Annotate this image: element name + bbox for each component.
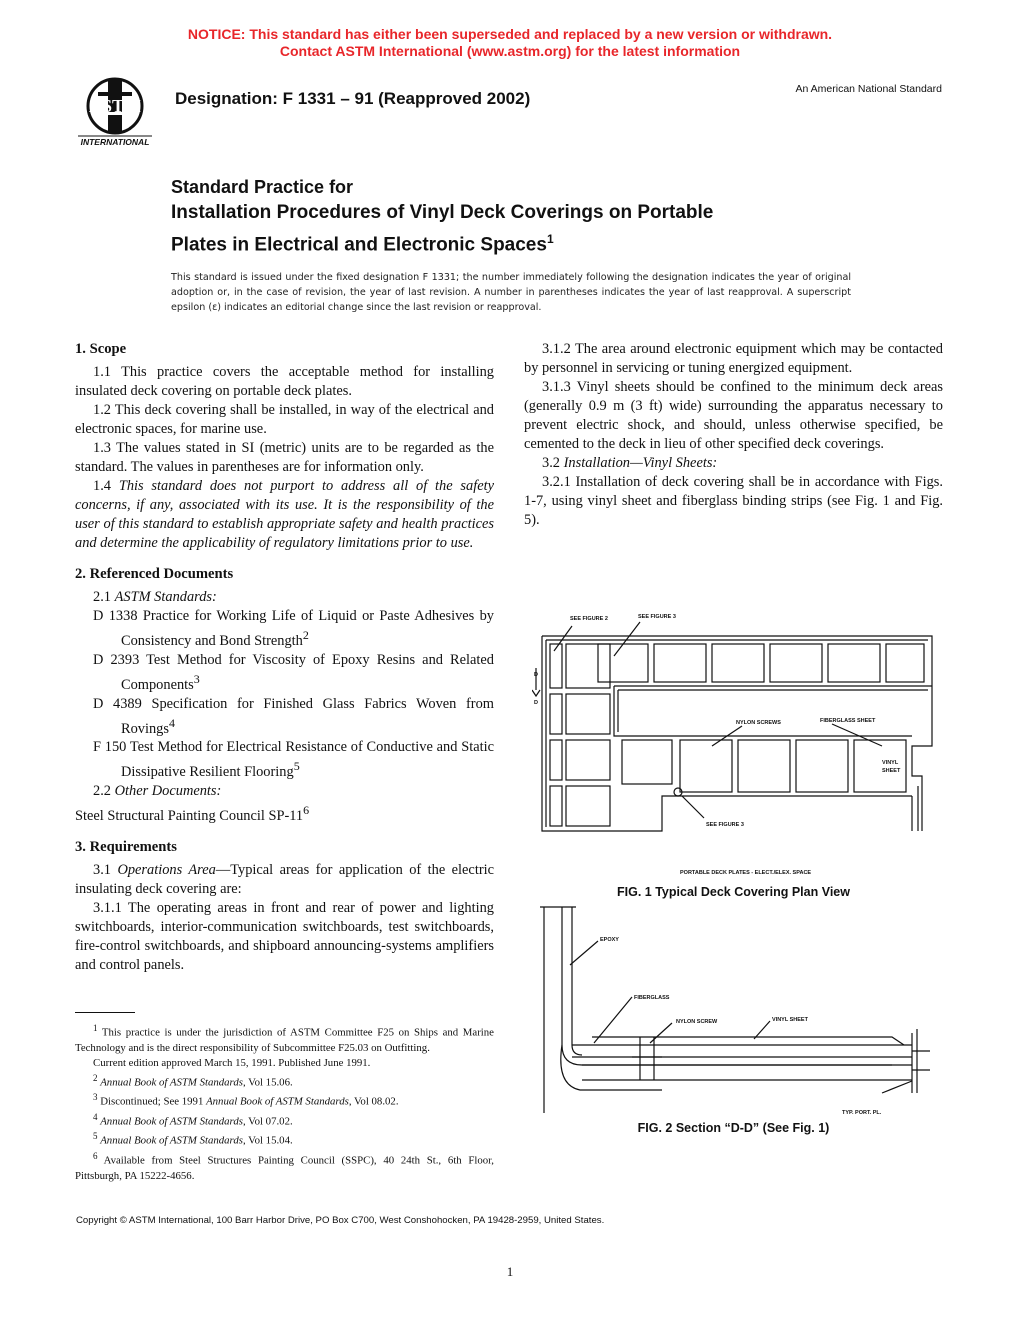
footnote-6: $^6$ Available from Steel Structures Painting Council (SSPC), 40 24th St., 6th Floor, Pittsburgh, PA 15222-4656. [75, 1150, 494, 1182]
ref-f150: F 150 Test Method for Electrical Resistance of Conductive and Static Dissipative Resilient Flooring$^5$ [93, 739, 494, 781]
left-column [75, 340, 494, 975]
astm-logo-mark [68, 72, 162, 152]
footnote-5: $^5$ Annual Book of ASTM Standards, Vol 15.04. [93, 1131, 293, 1147]
refdocs-2-2: 2.2 Other Documents: [93, 783, 222, 800]
figure-1 [532, 606, 942, 876]
footnote-2: $^2$ Annual Book of ASTM Standards, Vol 15.06. [93, 1072, 293, 1089]
requirements-heading: 3. Requirements [75, 838, 177, 855]
figure-1-caption: FIG. 1 Typical Deck Covering Plan View [617, 885, 850, 899]
ref-sspc: Steel Structural Painting Council $SP-11^6$ [75, 803, 310, 824]
req-3-2-1: 3.2.1 Installation of deck covering shall be in accordance with Figs. 1-7, using vinyl sheet and fiberglass binding strips (see Fig. 1 and Fig. 5). [524, 474, 943, 528]
fig2-label-fiberglass: FIBERGLASS [634, 995, 670, 1001]
fig1-label-nylon-screws: NYLON SCREWS [736, 720, 781, 726]
footnote-rule [75, 1012, 135, 1013]
title-footnote-mark: 1 [546, 232, 554, 246]
ref-d2393: D 2393 Test Method for Viscosity of Epoxy Resins and Related Components$^3$ [93, 651, 494, 693]
req-3-2: 3.2 Installation—Vinyl Sheets: [542, 455, 718, 471]
fig2-label-epoxy: EPOXY [600, 937, 619, 943]
req-3-1: 3.1 Operations Area—Typical areas for application of the electric insulating deck covering are: [75, 861, 494, 897]
fig1-label-see-fig2: SEE FIGURE 2 [570, 616, 608, 622]
figure-2-caption: FIG. 2 Section “D-D” (See Fig. 1) [637, 1121, 830, 1135]
withdrawal-notice [0, 26, 1020, 60]
figure-1-drawing [532, 606, 942, 876]
document-title [171, 174, 713, 258]
title-line-1: Standard Practice for [171, 177, 354, 197]
figure-2-drawing [532, 905, 942, 1117]
fig1-label-vinyl-1: VINYL [882, 760, 899, 766]
ref-d1338: D 1338 Practice for Working Life of Liquid or Paste Adhesives by Consistency and Bond Strength$^2$ [93, 608, 494, 649]
scope-heading: 1. Scope [75, 341, 127, 357]
footnote-3: $^3$ Discontinued; See 1991 Annual Book of ASTM Standards, Vol 08.02. [93, 1092, 399, 1108]
req-3-1-1: 3.1.1 The operating areas in front and rear of power and lighting switchboards, interior-communication switchboards, test switchboards, fire-control switchboards, and shipboard announcing-systems amplifiers and control panels. [75, 899, 494, 973]
title-line-3: Plates in Electrical and Electronic Spaces$^1$ [171, 232, 554, 256]
american-national-standard: An American National Standard [795, 83, 942, 95]
intro-note: This standard is issued under the fixed designation F 1331; the number immediately following the designation indicates the year of original adoption or, in the case of revision, the year of last revision. A number in parentheses indicates the year of last reapproval. A superscript epsilon (ε) indicates an editorial change since the last revision or reapproval. [171, 272, 851, 313]
logo-sub: INTERNATIONAL [80, 137, 150, 147]
fig1-label-see-fig3b: SEE FIGURE 3 [706, 822, 744, 828]
page-number: 1 [506, 1264, 514, 1279]
fig1-section-d-top: D [534, 672, 538, 678]
fig1-label-fiberglass-sheet: FIBERGLASS SHEET [820, 718, 876, 724]
fig1-label-vinyl-2: SHEET [882, 768, 901, 774]
astm-logo [68, 72, 162, 152]
figure-2 [532, 905, 942, 1117]
fig1-subcaption: PORTABLE DECK PLATES - ELECT./ELEX. SPACE [680, 870, 812, 876]
fig1-label-see-fig3: SEE FIGURE 3 [638, 614, 676, 620]
logo-letters: ASTM [88, 96, 142, 116]
notice-line-2: Contact ASTM International (www.astm.org) for the latest information [279, 43, 741, 59]
scope-1-2: 1.2 This deck covering shall be installed, in way of the electrical and electronic spaces, for marine use. [75, 402, 494, 437]
refdocs-heading: 2. Referenced Documents [75, 566, 234, 582]
title-line-2: Installation Procedures of Vinyl Deck Coverings on Portable [171, 202, 714, 223]
refdocs-2-1: 2.1 ASTM Standards: [93, 589, 217, 605]
req-3-1-2: 3.1.2 The area around electronic equipment which may be contacted by personnel in servicing or tuning energized equipment. [524, 341, 943, 376]
scope-1-4: 1.4 This standard does not purport to address all of the safety concerns, if any, associated with its use. It is the responsibility of the user of this standard to establish appropriate safety and health practices and determine the applicability of regulatory limitations prior to use. [75, 478, 494, 551]
designation: Designation: F 1331 – 91 (Reapproved 2002) [175, 89, 531, 108]
scope-1-3: 1.3 The values stated in SI (metric) units are to be regarded as the standard. The values in parentheses are for information only. [75, 440, 494, 475]
footnote-4: $^4$ Annual Book of ASTM Standards, Vol 07.02. [93, 1111, 293, 1128]
fig2-label-vinyl-sheet: VINYL SHEET [772, 1017, 808, 1023]
fig1-section-d-bottom: D [534, 700, 538, 706]
scope-1-1: 1.1 This practice covers the acceptable method for installing insulated deck covering on portable deck plates. [75, 364, 494, 399]
right-column [524, 340, 943, 530]
footnotes [75, 1021, 494, 1184]
fig2-label-typ: TYP. PORT. PL. [842, 1110, 882, 1116]
copyright: Copyright © ASTM International, 100 Barr Harbor Drive, PO Box C700, West Conshohocken, PA 19428-2959, United States. [76, 1215, 605, 1226]
req-3-1-3: 3.1.3 Vinyl sheets should be confined to the minimum deck areas (generally 0.9 m (3 ft) wide) surrounding the apparatus necessary to prevent electric shock, and should, unless otherwise specified, be cemented to the deck in lieu of other specified deck coverings. [524, 379, 943, 452]
footnote-1: $^1$ This practice is under the jurisdiction of ASTM Committee F25 on Ships and Marine Technology and is the direct responsibility of Subcommittee F25.03 on Outfitting. [75, 1023, 494, 1054]
ref-d4389: D 4389 Specification for Finished Glass Fabrics Woven from Rovings$^4$ [93, 695, 494, 737]
notice-line-1: NOTICE: This standard has either been superseded and replaced by a new version or withdrawn. [187, 26, 833, 42]
footnote-1b: Current edition approved March 15, 1991. Published June 1991. [93, 1056, 371, 1069]
fig2-label-nylon-screw: NYLON SCREW [676, 1019, 718, 1025]
